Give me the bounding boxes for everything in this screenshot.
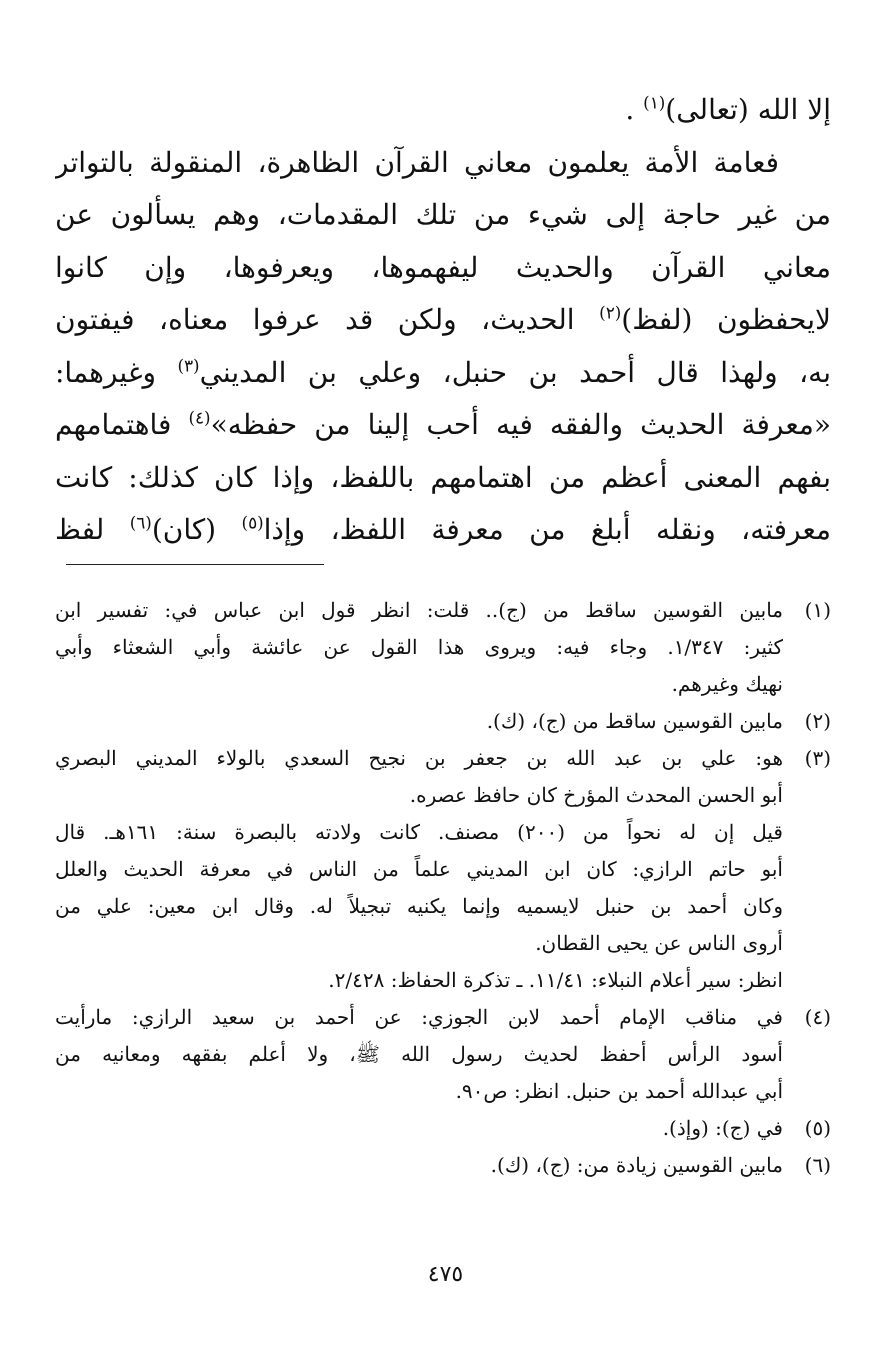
- main-line-9: معرفته، ونقله أبلغ من معرفة اللفظ، وإذا$^{(٥)}$ (كان)$^{(٦)}$ لفظ: [55, 512, 831, 546]
- main-line-5: لايحفظون (لفظ)$^{(٢)}$ الحديث، ولكن قد عرفوا معناه، فيفتون: [55, 302, 831, 336]
- footnote-line: في (ج): (وإذ).: [662, 1116, 783, 1140]
- footnote-line: أروى الناس عن يحيى القطان.: [535, 931, 783, 955]
- footnote-line: أبو الحسن المحدث المؤرخ كان حافظ عصره.: [409, 783, 783, 807]
- footnote-3: [55, 740, 831, 999]
- footnote-number: (٤): [804, 1005, 831, 1029]
- footnote-line: نهيك وغيرهم.: [671, 672, 783, 696]
- main-text: [55, 84, 831, 557]
- footnote-line: مابين القوسين زيادة من: (ج)، (ك).: [490, 1153, 783, 1177]
- footnote-line: انظر: سير أعلام النبلاء: ١١/٤١. ـ تذكرة الحفاظ: ٢/٤٢٨.: [328, 968, 783, 992]
- footnote-line: مابين القوسين ساقط من (ج).. قلت: انظر قول ابن عباس في: تفسير ابن: [55, 598, 783, 622]
- footnote-ref-3[interactable]: (٣): [177, 355, 200, 376]
- footnote-line: هو: علي بن عبد الله بن جعفر بن نجيح السعدي بالولاء المديني البصري: [55, 746, 783, 770]
- footnote-ref-6[interactable]: (٦): [129, 512, 152, 533]
- footnote-1: [55, 592, 831, 703]
- footnotes: [55, 592, 831, 1184]
- main-line-3: من غير حاجة إلى شيء من تلك المقدمات، وهم يسألون عن: [55, 198, 831, 231]
- footnote-line: وكان أحمد بن حنبل لايسميه وإنما يكنيه تبجيلاً له. وقال ابن معين: علي من: [55, 894, 783, 918]
- main-line-1: إلا الله (تعالى)$^{(١)}$ .: [625, 92, 831, 126]
- footnote-line: في مناقب الإمام أحمد لابن الجوزي: عن أحمد بن سعيد الرازي: مارأيت: [55, 1005, 783, 1029]
- footnote-line: أسود الرأس أحفظ لحديث رسول الله ﷺ، ولا أعلم بفقهه ومعانيه من: [55, 1042, 783, 1066]
- main-line-7: «معرفة الحديث والفقه فيه أحب إلينا من حفظه»$^{(٤)}$ فاهتمامهم: [55, 407, 831, 441]
- footnote-5: [55, 1110, 831, 1147]
- footnote-number: (٦): [804, 1153, 831, 1177]
- footnote-2: [55, 703, 831, 740]
- footnote-ref-2[interactable]: (٢): [599, 302, 622, 323]
- footnote-number: (١): [804, 598, 831, 622]
- footnote-6: [55, 1147, 831, 1184]
- main-line-6: به، ولهذا قال أحمد بن حنبل، وعلي بن المديني$^{(٣)}$ وغيرهما:: [55, 355, 831, 389]
- footnote-number: (٣): [804, 746, 831, 770]
- footnote-line: مابين القوسين ساقط من (ج)، (ك).: [486, 709, 783, 733]
- footnote-line: كثير: ١/٣٤٧. وجاء فيه: ويروى هذا القول عن عائشة وأبي الشعثاء وأبي: [55, 635, 783, 659]
- footnote-separator: [66, 564, 324, 565]
- page-number: ٤٧٥: [427, 1262, 464, 1287]
- main-line-2: فعامة الأمة يعلمون معاني القرآن الظاهرة، المنقولة بالتواتر: [55, 145, 779, 179]
- footnote-line: قيل إن له نحواً من (٢٠٠) مصنف. كانت ولادته بالبصرة سنة: ١٦١هـ. قال: [55, 820, 783, 844]
- footnote-line: أبي عبدالله أحمد بن حنبل. انظر: ص٩٠.: [455, 1079, 783, 1103]
- main-line-4: معاني القرآن والحديث ليفهموها، ويعرفوها، وإن كانوا: [55, 250, 831, 284]
- footnote-number: (٥): [804, 1116, 831, 1140]
- footnote-ref-1[interactable]: (١): [643, 92, 666, 113]
- footnote-line: أبو حاتم الرازي: كان ابن المديني علماً من الناس في معرفة الحديث والعلل: [55, 857, 783, 881]
- footnote-4: [55, 999, 831, 1110]
- footnote-ref-4[interactable]: (٤): [188, 407, 211, 428]
- footnote-ref-5[interactable]: (٥): [241, 512, 264, 533]
- footnote-number: (٢): [804, 709, 831, 733]
- main-line-8: بفهم المعنى أعظم من اهتمامهم باللفظ، وإذا كان كذلك: كانت: [55, 460, 831, 494]
